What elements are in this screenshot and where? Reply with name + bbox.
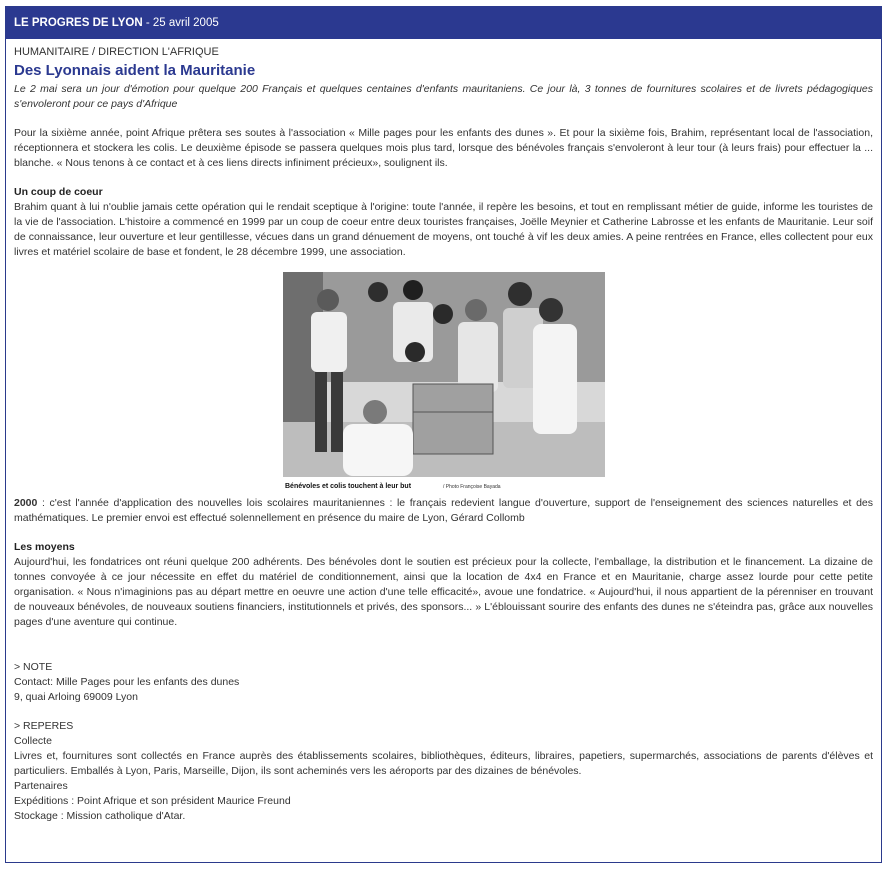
article-title: Des Lyonnais aident la Mauritanie [14, 62, 256, 79]
stockage-line: Stockage : Mission catholique d'Atar. [14, 810, 186, 822]
paragraph-3-text: : c'est l'année d'application des nouvelles lois scolaires mauritaniennes : le français redevient langue d'ouverture, support de l'enseignement des sciences naturelles et des mathématiques. Le premier envoi est effectué solennellement en présence du maire de Lyon, Gérard Collomb [14, 497, 873, 524]
paragraph-4: Aujourd'hui, les fondatrices ont réuni quelque 200 adhérents. Des bénévoles dont le soutien est précieux pour la collecte, l'emballage, la distribution et le financement. La dizaine de tonnes convoyée à ce jour nécessite en effet du matériel de conditionnement, ainsi que la location de 4x4 en France et en Mauritanie, charge assez lourde pour cette petite organisation. « Nous n'imaginions pas au départ mettre en oeuvre une action d'une telle efficacité», avoue une fondatrice. « Aujourd'hui, il nous appartient de la pérenniser en trouvant de nouveaux bénévoles, de nouveaux soutiens financiers, institutionnels et privés, des sponsors... » L'éblouissant sourire des enfants des dunes ne s'éteindra pas, grâce aux nouvelles pages d'une aventure qui continue. [14, 556, 873, 628]
newspaper-name: LE PROGRES DE LYON [14, 17, 143, 29]
note-contact: Contact: Mille Pages pour les enfants des dunes [14, 676, 240, 688]
photo-caption: Bénévoles et colis touchent à leur but [284, 483, 411, 490]
collecte-text: Livres et, fournitures sont collectés en France auprès des établissements scolaires, bibliothèques, éditeurs, libraires, papetiers, supermarchés, associations de parents d'élèves et particuliers. Emballés à Lyon, Paris, Marseille, Dijon, ils sont acheminés vers les aéroports par des dizaines de bénévoles. [14, 750, 873, 777]
subheading-coup-de-coeur: Un coup de coeur [14, 186, 103, 198]
expeditions-line: Expéditions : Point Afrique et son président Maurice Freund [14, 795, 291, 807]
paragraph-2: Brahim quant à lui n'oublie jamais cette opération qui le rendait sceptique à l'origine: toute l'année, il repère les besoins, et tout en remplissant métier de guide, informe les touristes de la vie de l'association. L'histoire a commencé en 1999 par un coup de coeur entre deux touristes françaises, Joëlle Meynier et Catherine Labrosse et les enfants de Mauritanie. Leur soif de connaissance, leur ouverture et leur gentillesse, vécues dans un grand dénuement de moyens, ont touché à vif les deux amies. A peine rentrées en France, elles collectent pour eux livres et matériel scolaire de base et fondent, le 28 décembre 1999, une association. [14, 201, 873, 258]
paragraph-3 [14, 496, 873, 526]
article-kicker: HUMANITAIRE / DIRECTION L'AFRIQUE [14, 46, 219, 58]
subheading-les-moyens: Les moyens [14, 541, 75, 553]
publication-date: 25 avril 2005 [152, 17, 219, 29]
partenaires-label: Partenaires [14, 780, 68, 792]
year-highlight: 2000 [14, 497, 38, 509]
article-body [6, 39, 881, 824]
photo-figure [283, 272, 605, 492]
collecte-label: Collecte [14, 735, 52, 747]
note-address: 9, quai Arloing 69009 Lyon [14, 691, 138, 703]
reperes-heading: > REPERES [14, 720, 74, 732]
article-lead: Le 2 mai sera un jour d'émotion pour quelque 200 Français et quelques centaines d'enfants mauritaniens. Ce jour là, 3 tonnes de fournitures scolaires et de livrets pédagogiques s'envoleront pour ce pays d'Afrique [14, 83, 873, 110]
paragraph-1: Pour la sixième année, point Afrique prêtera ses soutes à l'association « Mille pages pour les enfants des dunes ». Et pour la sixième fois, Brahim, représentant local de l'association, réceptionnera et stockera les colis. Le deuxième épisode se passera quelques mois plus tard, lorsque des bénévoles français s'envoleront à leur tour (à leurs frais) pour effectuer la ... blanche. « Nous tenons à ce contact et à ces liens directs infiniment précieux», soulignent ils. [14, 127, 873, 169]
header-separator: - [142, 17, 153, 29]
photo-credit: / Photo Françoise Bayada [442, 484, 501, 490]
volunteers-photo [283, 272, 605, 492]
article-frame [5, 6, 882, 863]
article-header [6, 7, 881, 39]
note-heading: > NOTE [14, 661, 53, 673]
